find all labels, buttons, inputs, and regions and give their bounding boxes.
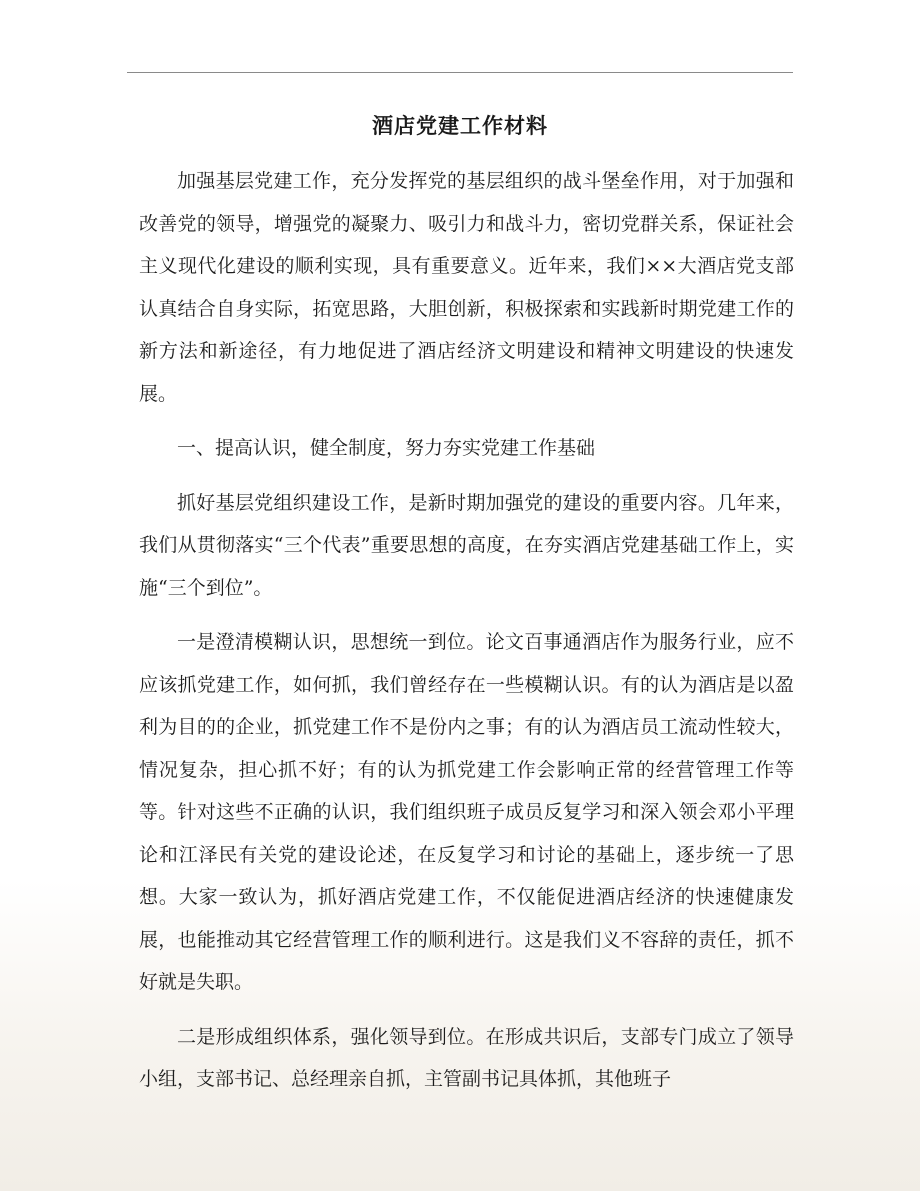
paragraph-section-intro: 抓好基层党组织建设工作，是新时期加强党的建设的重要内容。几年来，我们从贯彻落实“三个代表”重要思想的高度，在夯实酒店党建基础工作上，实施“三个到位”。 <box>139 491 794 599</box>
paragraph-intro: 加强基层党建工作，充分发挥党的基层组织的战斗堡垒作用，对于加强和改善党的领导，增强党的凝聚力、吸引力和战斗力，密切党群关系，保证社会主义现代化建设的顺利实现，具有重要意义。近年来，我们××大酒店党支部认真结合自身实际，拓宽思路，大胆创新，积极探索和实践新时期党建工作的新方法和新途径，有力地促进了酒店经济文明建设和精神文明建设的快速发展。 <box>139 170 794 405</box>
paragraph-point-1: 一是澄清模糊认识，思想统一到位。论文百事通酒店作为服务行业，应不应该抓党建工作，如何抓，我们曾经存在一些模糊认识。有的认为酒店是以盈利为目的的企业，抓党建工作不是份内之事；有的认为酒店员工流动性较大，情况复杂，担心抓不好；有的认为抓党建工作会影响正常的经营管理工作等等。针对这些不正确的认识，我们组织班子成员反复学习和深入领会邓小平理论和江泽民有关党的建设论述，在反复学习和讨论的基础上，逐步统一了思想。大家一致认为，抓好酒店党建工作，不仅能促进酒店经济的快速健康发展，也能推动其它经营管理工作的顺利进行。这是我们义不容辞的责任，抓不好就是失职。 <box>139 631 794 993</box>
document-title: 酒店党建工作材料 <box>372 113 548 138</box>
document-body <box>139 160 794 1113</box>
header-divider <box>127 72 793 73</box>
paragraph-point-2: 二是形成组织体系，强化领导到位。在形成共识后，支部专门成立了领导小组，支部书记、总经理亲自抓，主管副书记具体抓，其他班子 <box>139 1025 794 1090</box>
section-heading-1: 一、提高认识，健全制度，努力夯实党建工作基础 <box>177 437 596 459</box>
